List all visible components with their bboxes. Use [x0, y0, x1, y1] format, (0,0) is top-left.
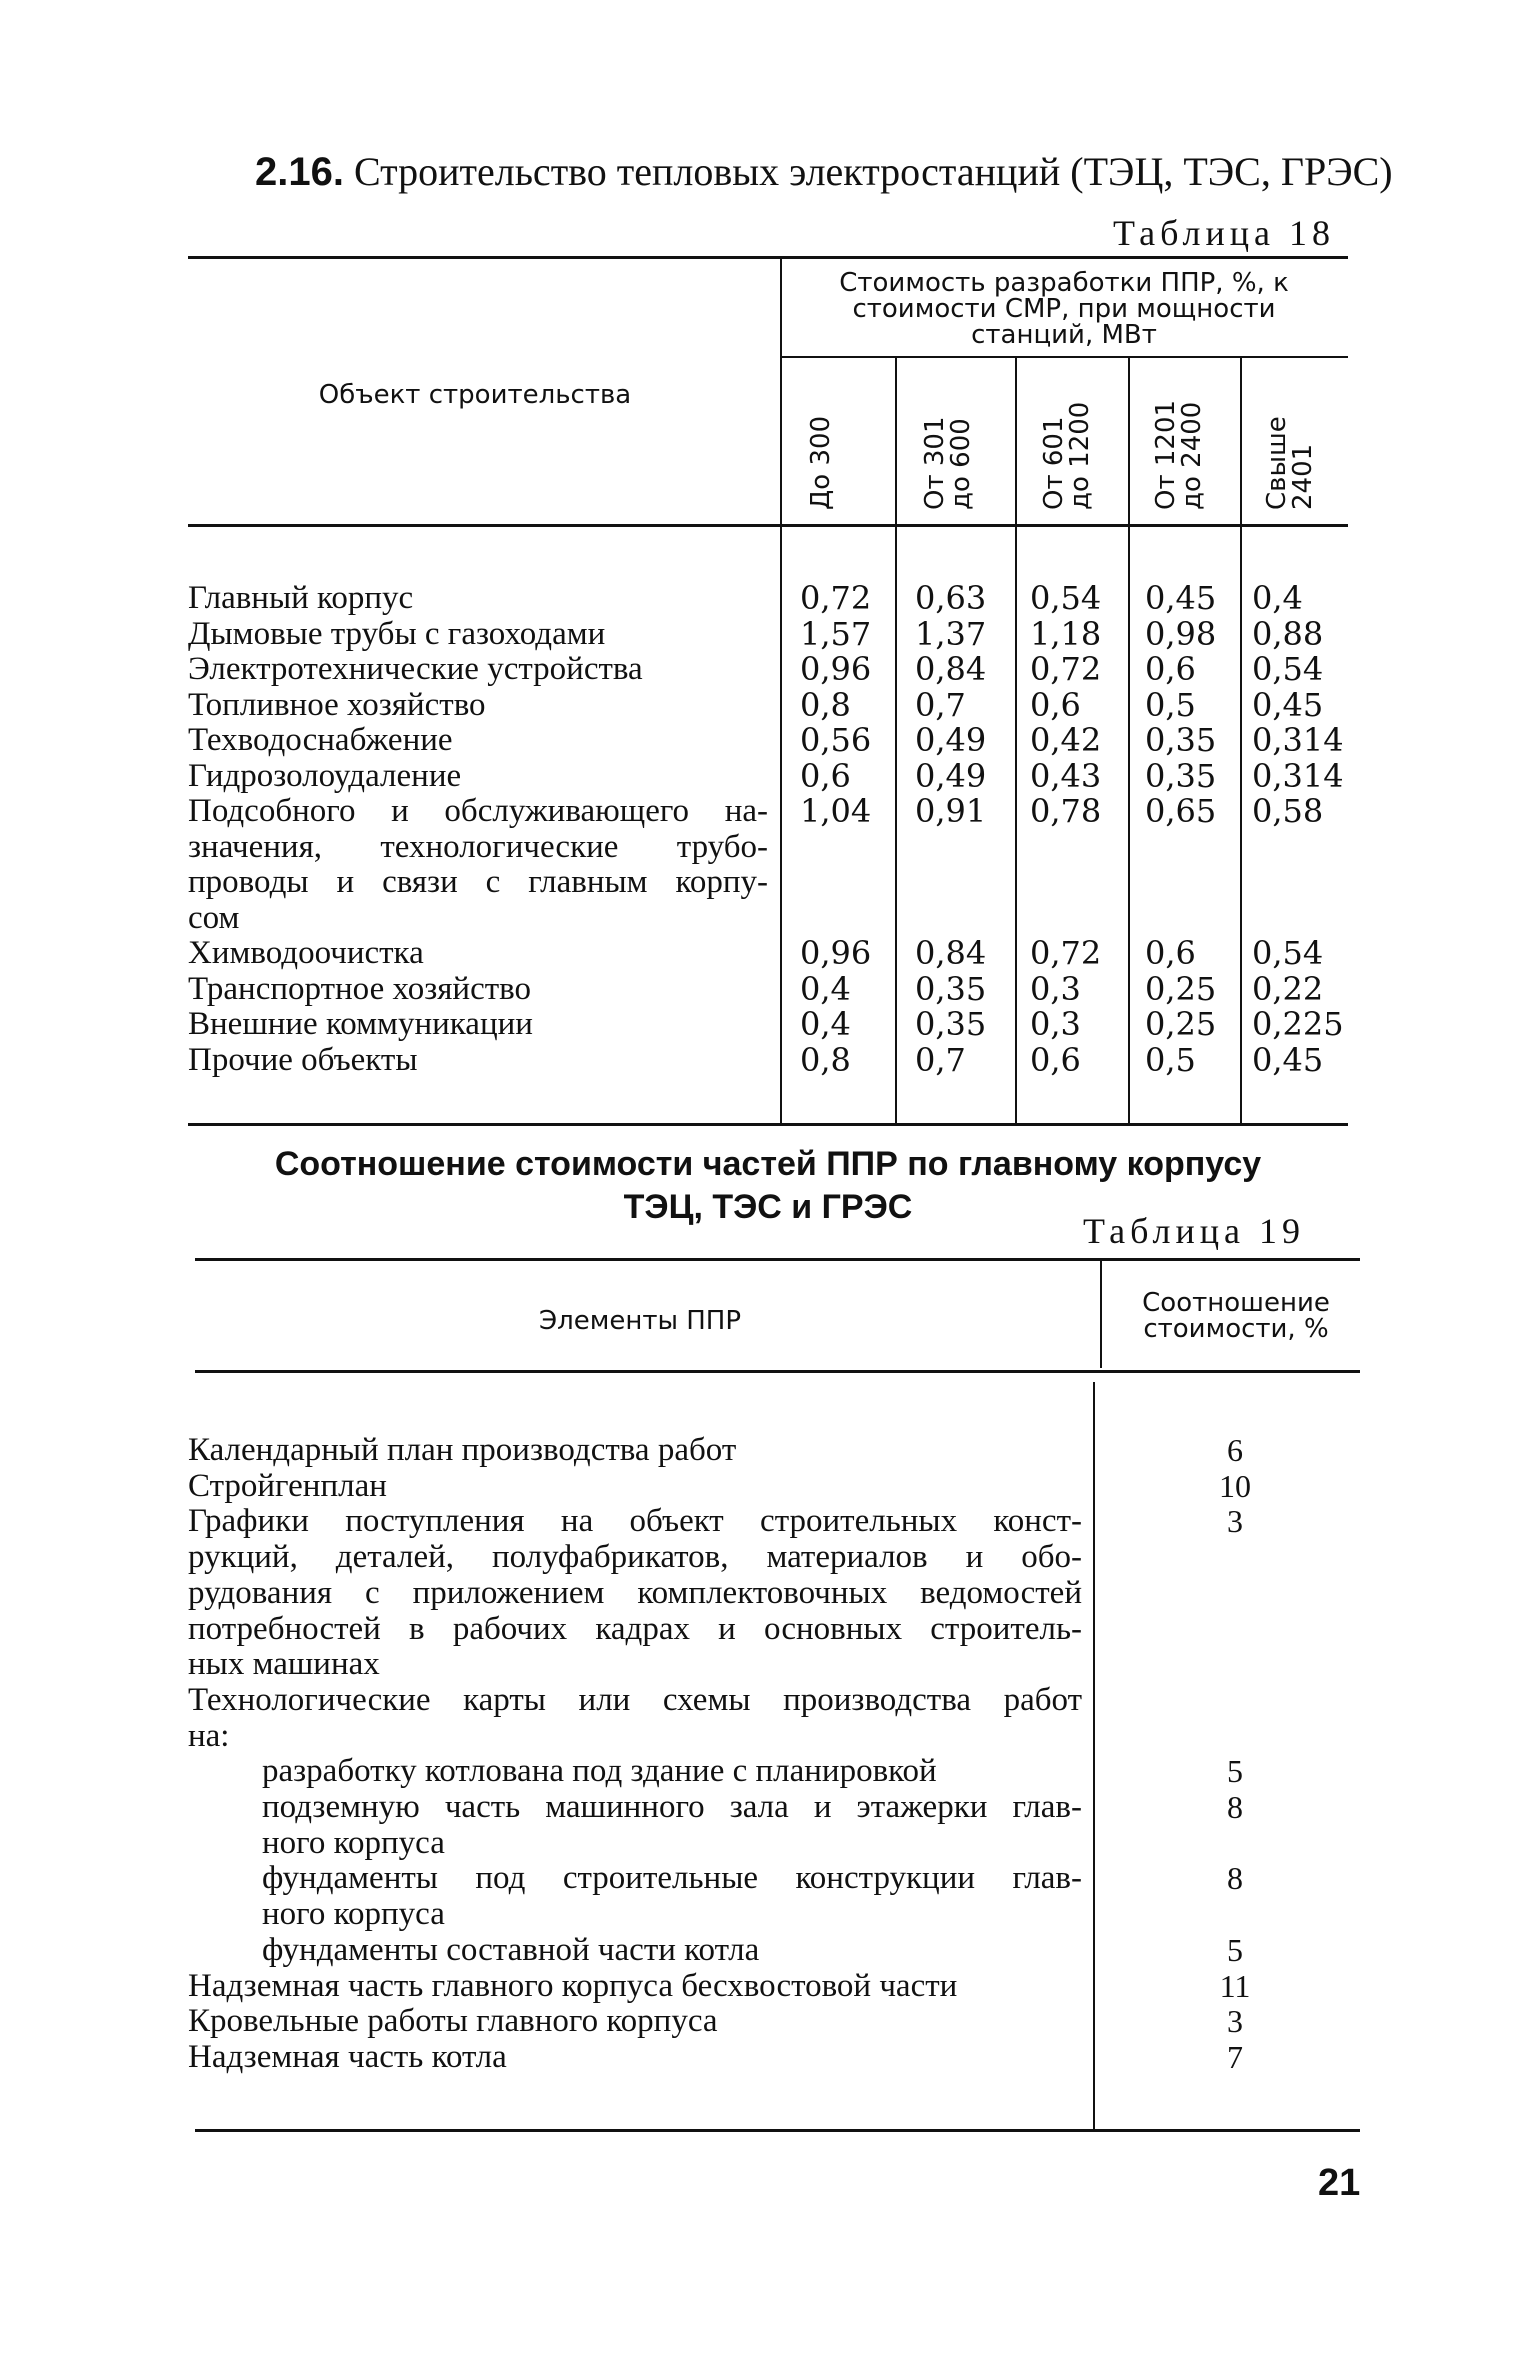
table18-cell: 0,4	[800, 969, 851, 1008]
column-header	[922, 416, 974, 510]
table19-column-divider	[1093, 1382, 1095, 2130]
ratio-header-line: Соотношение	[1142, 1288, 1330, 1318]
section-title	[255, 148, 1393, 195]
table18-cell: 0,35	[915, 969, 987, 1008]
table19-row-label: потребностей в рабочих кадрах и основных строитель-	[188, 1610, 1082, 1647]
table18-row-label: Транспортное хозяйство	[188, 970, 532, 1007]
table18-column-divider	[780, 256, 782, 1124]
table18-cell: 1,04	[800, 792, 872, 830]
table19-row-label: Графики поступления на объект строительных конст-	[188, 1503, 1082, 1540]
table18-cell: 1,57	[800, 614, 872, 653]
table19-row-label: рукций, деталей, полуфабрикатов, материалов и обо-	[188, 1539, 1082, 1576]
table18-cell: 0,49	[915, 756, 987, 795]
table18-header-bottom-rule	[188, 524, 1348, 527]
table18-column-divider	[1128, 358, 1130, 1124]
table18-cell: 0,8	[800, 1040, 851, 1079]
table18-cell: 0,45	[1252, 1040, 1324, 1079]
table18-cell: 0,58	[1252, 792, 1324, 830]
section-title-text: Строительство тепловых электростанций (ТЭЦ, ТЭС, ГРЭС)	[353, 149, 1393, 194]
table19-row-label: Кровельные работы главного корпуса	[188, 2003, 718, 2040]
table19-top-rule	[195, 1258, 1360, 1261]
column-header-line: 2401	[1288, 443, 1318, 510]
table18-cell: 1,37	[915, 614, 987, 653]
table18-row-label: Химводоочистка	[188, 935, 424, 971]
table18-cost-header	[780, 270, 1348, 348]
table19-value: 8	[1227, 1789, 1243, 1825]
table18-cell: 0,65	[1145, 792, 1217, 830]
table18-row-label: Дымовые трубы с газоходами	[188, 615, 606, 652]
table18-cell: 0,4	[1252, 579, 1303, 617]
table18-row-label: сом	[188, 899, 240, 936]
table19-row-label: Надземная часть котла	[188, 2038, 507, 2075]
table18-cell: 0,7	[915, 1040, 966, 1079]
table19-row-label: Технологические карты или схемы производства работ	[188, 1681, 1082, 1718]
table18-bottom-rule	[188, 1123, 1348, 1126]
table18-cell: 0,3	[1030, 969, 1081, 1008]
table18-column-divider	[895, 358, 897, 1124]
column-header	[1041, 402, 1093, 510]
table18-cell: 0,88	[1252, 614, 1324, 653]
table19-row-label: ного корпуса	[262, 1896, 445, 1933]
table18-column-divider	[1240, 358, 1242, 1124]
table18-row-label: Техводоснабжение	[188, 722, 453, 758]
table18-cell: 0,49	[915, 721, 987, 759]
column-header-line: до 600	[946, 418, 976, 510]
table18-header-divider	[780, 356, 1348, 358]
table18-cell: 0,314	[1252, 756, 1344, 795]
cost-header-line: Стоимость разработки ППР, %, к	[839, 268, 1289, 298]
table19-row-label: Календарный план производства работ	[188, 1432, 737, 1468]
table19-row-label: фундаменты составной части котла	[262, 1931, 760, 1968]
column-header-line: От 601	[1039, 416, 1069, 510]
column-header	[1153, 400, 1205, 510]
table18-cell: 0,72	[1030, 934, 1102, 972]
table19-header-divider	[1100, 1260, 1102, 1368]
table18-cell: 0,45	[1145, 579, 1217, 617]
column-header	[808, 416, 834, 510]
table18-top-rule	[188, 256, 1348, 259]
table18-cell: 0,6	[800, 756, 851, 795]
table18-cell: 1,18	[1030, 614, 1102, 653]
table18-cell: 0,63	[915, 579, 987, 617]
table19-elements-header: Элементы ППР	[538, 1306, 742, 1336]
table18-cell: 0,6	[1030, 1040, 1081, 1079]
table19-row-label: подземную часть машинного зала и этажерки глав-	[262, 1789, 1082, 1825]
table18-cell: 0,4	[800, 1005, 851, 1043]
table18-row-label: Гидрозолоудаление	[188, 757, 462, 794]
table19-value: 3	[1227, 2003, 1243, 2040]
table19-row-label: Стройгенплан	[188, 1467, 387, 1504]
table18-cell: 0,6	[1145, 650, 1196, 688]
table18-cell: 0,43	[1030, 756, 1102, 795]
table18-cell: 0,54	[1030, 579, 1102, 617]
table18-cell: 0,25	[1145, 1005, 1217, 1043]
table18-cell: 0,35	[1145, 756, 1217, 795]
table19-title-line: Соотношение стоимости частей ППР по главному корпусу	[274, 1145, 1262, 1183]
table19-row-label: ного корпуса	[262, 1824, 445, 1861]
table18-cell: 0,35	[915, 1005, 987, 1043]
table18-cell: 0,78	[1030, 792, 1102, 830]
table18-cell: 0,56	[800, 721, 872, 759]
table19-row-label: рудования с приложением комплектовочных ведомостей	[188, 1574, 1082, 1611]
table18-cell: 0,72	[1030, 650, 1102, 688]
table18-cell: 0,6	[1145, 934, 1196, 972]
table18-cell: 0,42	[1030, 721, 1102, 759]
table18-cell: 0,7	[915, 685, 966, 724]
column-header-line: От 301	[920, 416, 950, 510]
table18-cell: 0,54	[1252, 934, 1324, 972]
column-header-line: Свыше	[1262, 416, 1292, 510]
table19-ratio-header	[1112, 1290, 1360, 1342]
table19-row-label: разработку котлована под здание с планировкой	[262, 1753, 937, 1790]
cost-header-line: стоимости СМР, при мощности	[852, 294, 1276, 324]
table19-value: 8	[1227, 1860, 1243, 1897]
table19-bottom-rule	[195, 2129, 1360, 2132]
table19-value: 10	[1219, 1467, 1251, 1504]
table18-cell: 0,84	[915, 650, 987, 688]
table19-title	[0, 1143, 1536, 1229]
table18-cell: 0,8	[800, 685, 851, 724]
table18-column-divider	[1015, 358, 1017, 1124]
table19-row-label: фундаменты под строительные конструкции глав-	[262, 1860, 1082, 1897]
table19-value: 11	[1219, 1967, 1251, 2004]
column-header-line: До 300	[806, 415, 836, 510]
table18-cell: 0,5	[1145, 685, 1196, 724]
table19-label: Таблица 19	[1083, 1211, 1305, 1251]
table18-cell: 0,3	[1030, 1005, 1081, 1043]
table19-row-label: на:	[188, 1717, 230, 1754]
table18-cell: 0,54	[1252, 650, 1324, 688]
table19-value: 5	[1227, 1753, 1243, 1790]
column-header-line: От 1201	[1151, 399, 1181, 510]
table18-cell: 0,96	[800, 934, 872, 972]
table19-row-label: Надземная часть главного корпуса бесхвостовой части	[188, 1967, 958, 2004]
table18-cell: 0,72	[800, 579, 872, 617]
ratio-header-line: стоимости, %	[1143, 1314, 1329, 1344]
table18-cell: 0,6	[1030, 685, 1081, 724]
section-number: 2.16.	[255, 150, 344, 194]
table18-cell: 0,225	[1252, 1005, 1344, 1043]
page-number: 21	[1318, 2162, 1361, 2204]
table18-object-header: Объект строительства	[318, 380, 632, 410]
table18-cell: 0,98	[1145, 614, 1217, 653]
table19-value: 3	[1227, 1503, 1243, 1540]
table18-cell: 0,96	[800, 650, 872, 688]
table18-row-label: Главный корпус	[188, 580, 414, 616]
table18-row-label: Внешние коммуникации	[188, 1006, 533, 1042]
table18-row-label: значения, технологические трубо-	[188, 828, 768, 865]
cost-header-line: станций, МВт	[971, 320, 1157, 350]
table18-cell: 0,5	[1145, 1040, 1196, 1079]
table18-cell: 0,45	[1252, 685, 1324, 724]
table18-cell: 0,91	[915, 792, 987, 830]
table18-row-label: Топливное хозяйство	[188, 686, 486, 723]
table18-row-label: проводы и связи с главным корпу-	[188, 864, 768, 900]
table18-row-label: Прочие объекты	[188, 1041, 418, 1078]
table18-cell: 0,84	[915, 934, 987, 972]
table18-cell: 0,314	[1252, 721, 1344, 759]
table18-label: Таблица 18	[1113, 213, 1335, 253]
column-header-line: до 2400	[1177, 401, 1207, 510]
column-header	[1264, 416, 1316, 510]
table18-cell: 0,25	[1145, 969, 1217, 1008]
table18-row-label: Подсобного и обслуживающего на-	[188, 793, 768, 829]
table19-header-bottom-rule	[195, 1370, 1360, 1373]
table19-row-label: ных машинах	[188, 1646, 380, 1683]
table19-title-line: ТЭЦ, ТЭС и ГРЭС	[623, 1188, 913, 1226]
table19-value: 7	[1227, 2038, 1243, 2075]
table18-cell: 0,35	[1145, 721, 1217, 759]
table18-row-label: Электротехнические устройства	[188, 651, 643, 687]
table19-value: 6	[1227, 1432, 1243, 1468]
column-header-line: до 1200	[1065, 401, 1095, 510]
table19-value: 5	[1227, 1931, 1243, 1968]
table18-cell: 0,22	[1252, 969, 1324, 1008]
